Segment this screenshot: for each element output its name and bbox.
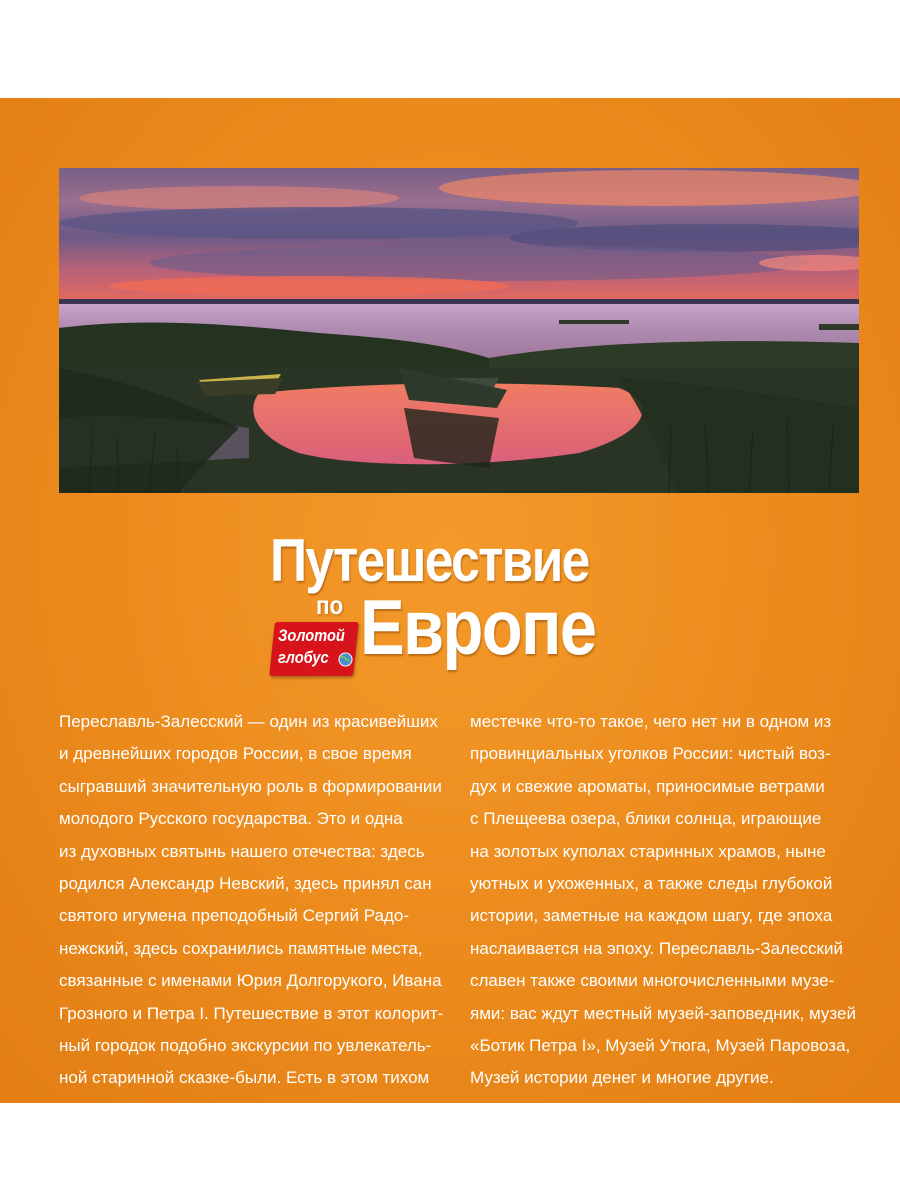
sunset-lake-photo	[59, 168, 859, 493]
text-line: сыгравший значительную роль в формировании	[59, 776, 442, 796]
text-line: наслаивается на эпоху. Переславль-Залесский	[470, 938, 843, 958]
text-line: на золотых куполах старинных храмов, ныне	[470, 841, 826, 861]
text-line: истории, заметные на каждом шагу, где эпоха	[470, 906, 833, 926]
sunset-lake-with-boats-image	[59, 168, 859, 493]
text-line: связанные с именами Юрия Долгорукого, Ивана	[59, 971, 442, 991]
text-line: и древнейших городов России, в свое время	[59, 744, 412, 764]
text-line: из духовных святынь нашего отечества: здесь	[59, 841, 425, 861]
text-line: родился Александр Невский, здесь принял сан	[59, 873, 432, 893]
text-line: провинциальных уголков России: чистый воз-	[470, 744, 831, 764]
text-line: местечке что-то такое, чего нет ни в одном из	[470, 712, 832, 731]
title-block	[0, 518, 900, 678]
text-line: ный городок подобно экскурсии по увлекатель-	[59, 1035, 432, 1055]
title-connector: по	[316, 590, 344, 620]
title-travel: Путешествие	[270, 527, 589, 594]
text-column-right	[470, 706, 856, 1095]
text-line: нежский, здесь сохранились памятные места,	[59, 938, 423, 958]
text-column-left	[59, 706, 443, 1095]
text-line: Грозного и Петра I. Путешествие в этот колорит-	[59, 1003, 444, 1023]
logo-line1: Золотой	[278, 626, 345, 645]
text-line: ями: вас ждут местный музей-заповедник, музей	[470, 1003, 856, 1023]
text-line: святого игумена преподобный Сергий Радо-	[59, 906, 410, 926]
text-line: молодого Русского государства. Это и одна	[59, 809, 403, 829]
text-line: дух и свежие ароматы, приносимые ветрами	[470, 776, 825, 796]
text-line: «Ботик Петра I», Музей Утюга, Музей Паровоза,	[470, 1035, 851, 1055]
text-line: с Плещеева озера, блики солнца, играющие	[470, 809, 822, 829]
logo-line2: глобус	[278, 648, 329, 667]
text-line: уютных и ухоженных, а также следы глубокой	[470, 873, 833, 893]
globe-icon	[338, 652, 353, 667]
text-line: ной старинной сказке-были. Есть в этом тихом	[59, 1068, 430, 1088]
text-line: Музей истории денег и многие другие.	[470, 1068, 774, 1088]
zolotoy-globus-logo	[272, 622, 358, 680]
text-line: славен также своими многочисленными музе-	[470, 971, 835, 991]
text-line: Переславль-Залесский — один из красивейших	[59, 712, 438, 731]
book-page	[0, 98, 900, 1103]
title-europe: Европе	[360, 583, 596, 671]
